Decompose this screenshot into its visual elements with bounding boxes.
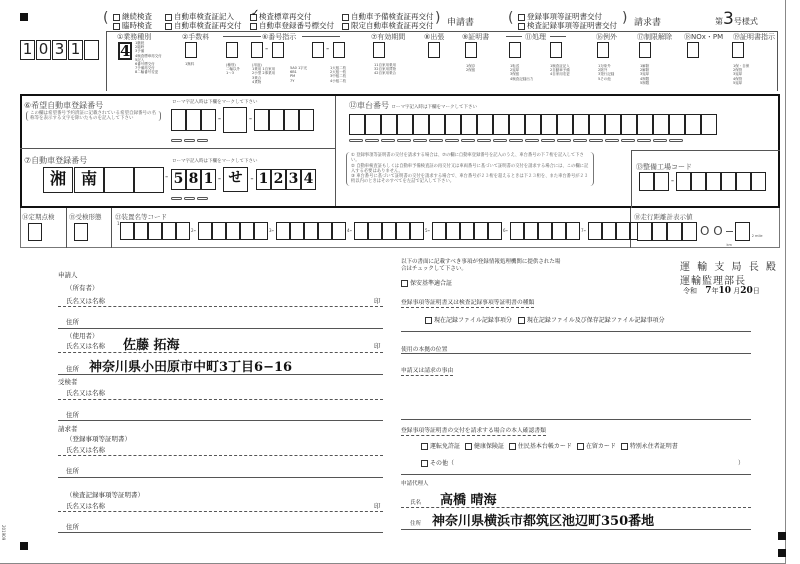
plate-serial-cell[interactable]: 2 xyxy=(271,169,286,190)
id-doc-residence-card[interactable]: 在留カード xyxy=(577,443,616,450)
reason-label: 申請又は請求の事由 xyxy=(401,365,453,376)
desired-plate-cell[interactable] xyxy=(254,109,269,131)
plate-serial-cell[interactable]: 3 xyxy=(286,169,301,190)
user-seal: 印 xyxy=(374,342,381,350)
maintenance-code-label: ⑬整備工場コード xyxy=(636,163,692,171)
option-inspection-record-cert[interactable]: 検査記録事項等証明書交付 xyxy=(518,21,617,30)
device-code-cell[interactable] xyxy=(602,222,616,240)
desired-plate-cell[interactable] xyxy=(186,109,201,131)
cert-instruction-label: ⑲証明書指示 xyxy=(733,33,775,41)
chassis-cell[interactable] xyxy=(397,114,413,135)
examinee-title: 受検者 xyxy=(58,378,78,386)
owner-label: （所有者） xyxy=(66,284,99,292)
registration-mark xyxy=(778,549,786,557)
desired-plate-cell[interactable] xyxy=(284,109,299,131)
device-code-cell[interactable] xyxy=(396,222,410,240)
option-temporary-inspection[interactable]: 臨時検査 xyxy=(113,21,152,30)
device-code-cell[interactable] xyxy=(410,222,424,240)
chassis-cell[interactable] xyxy=(701,114,717,135)
validity-field[interactable] xyxy=(373,42,385,58)
option-continuous-inspection[interactable]: 継続検査 xyxy=(113,12,152,21)
dispatch-field[interactable] xyxy=(428,42,440,58)
chassis-cell[interactable] xyxy=(541,114,557,135)
paren-close: ) xyxy=(435,10,441,26)
plate-romaji-marks xyxy=(171,194,210,202)
agent-address-value[interactable]: 神奈川県横浜市都筑区池辺町350番地 xyxy=(432,514,655,529)
id-doc-drivers-license[interactable]: 運転免許証 xyxy=(421,443,460,450)
desired-plate-cell[interactable] xyxy=(201,109,216,131)
owner-name-label: 氏名又は名称 xyxy=(66,297,105,305)
device-code-cell[interactable] xyxy=(566,222,580,240)
device-code-cell[interactable] xyxy=(134,222,148,240)
requester-insp-name-label: 氏名又は名称 xyxy=(66,502,105,510)
processing-notes-b: 1検査証記入 2自動車予備 4自家用変更 xyxy=(550,64,570,77)
business-type-label: ①業務種別 xyxy=(117,33,152,41)
chassis-cell[interactable] xyxy=(669,114,685,135)
user-name-line xyxy=(58,352,383,353)
paren-close: ) xyxy=(622,10,628,26)
chassis-cell[interactable] xyxy=(573,114,589,135)
desired-plate-romaji-marks xyxy=(171,136,210,144)
plate-serial-cell[interactable]: 1 xyxy=(256,169,271,190)
plate-serial-cell[interactable]: 4 xyxy=(301,169,316,190)
chassis-cell[interactable] xyxy=(621,114,637,135)
form-number-digit[interactable]: 1 xyxy=(68,40,83,60)
restriction-field[interactable] xyxy=(639,42,651,58)
device-code-cell[interactable] xyxy=(212,222,226,240)
device-code-cell[interactable] xyxy=(524,222,538,240)
application-types-left xyxy=(113,12,152,30)
desired-plate-note: この欄は希望番号予約済証に記載されている希望自録番号の名称等を表示する文字を除いたものを記入して下さい xyxy=(26,111,161,121)
chassis-cell[interactable] xyxy=(605,114,621,135)
number-instruction-notes-a: (種別) 二輪以外 1〜3 xyxy=(226,63,240,76)
fee-notes: 1無料 xyxy=(185,62,195,66)
certificate-field[interactable] xyxy=(465,42,477,58)
requester-insp-name-line[interactable] xyxy=(58,511,383,512)
user-address-line xyxy=(58,374,383,375)
chassis-cell[interactable] xyxy=(509,114,525,135)
examinee-address-label: 住所 xyxy=(66,411,79,419)
chassis-cell[interactable] xyxy=(589,114,605,135)
odometer-unit-cell[interactable] xyxy=(735,222,750,241)
odometer-unit-mile: 2 mile xyxy=(751,234,763,238)
requester-reg-name-line[interactable] xyxy=(58,455,383,456)
chassis-cell[interactable] xyxy=(525,114,541,135)
device-code-cell[interactable] xyxy=(446,222,460,240)
number-instruction-label: ⑥番号指示 xyxy=(262,33,297,41)
device-code-cell[interactable] xyxy=(176,222,190,240)
device-code-cell[interactable] xyxy=(432,222,446,240)
option-preliminary-reissue[interactable]: 自動車予備検査証再交付 xyxy=(342,12,434,21)
agent-title: 申請代理人 xyxy=(401,481,429,487)
chassis-romaji-marks xyxy=(349,139,685,142)
owner-name-line[interactable] xyxy=(58,306,383,307)
odometer-unit-km: km xyxy=(726,231,733,258)
requester-insp-address-line[interactable] xyxy=(58,532,383,533)
chassis-label: ⑫車台番号 ローマ字記入時は下欄をマークして下さい xyxy=(349,101,478,110)
device-code-cell[interactable] xyxy=(354,222,368,240)
registration-mark xyxy=(20,542,28,550)
maintenance-code-cell[interactable] xyxy=(721,172,736,191)
option-registration-cert[interactable]: 登録事項等証明書交付 xyxy=(518,12,617,21)
chassis-notes: ① 登録事項等証明書の交付を請求する場合は、⑦の欄に自動車登録番号を記入のうえ、車台番号の下７桁を記入して下さい。 ② 自動車検査証もしくは自動車予備検査証の再交付又は車両番号に基づいて証明書の交付を請求する場合には、この欄に記入する必要はありません。 ③ 車台番号に基づいて証明書の交付を請求する場合で、車台番号が２３桁を超えるときは下２３桁を、また車台番号が２３桁以内のときはそのすべてを左詰で記入して下さい。 xyxy=(346,152,594,186)
device-code-cell[interactable] xyxy=(552,222,566,240)
plate-label: ⑦自動車登録番号 xyxy=(24,156,88,165)
device-code-cell[interactable] xyxy=(226,222,240,240)
chassis-cell[interactable] xyxy=(365,114,381,135)
plate-class-cell[interactable]: 8 xyxy=(186,169,201,190)
form-number xyxy=(20,40,99,60)
number-instruction-field-3[interactable] xyxy=(272,42,284,58)
maintenance-code-cell[interactable] xyxy=(736,172,751,191)
device-code-cell[interactable] xyxy=(488,222,502,240)
exception-field[interactable] xyxy=(597,42,609,58)
request-label: 請求書 xyxy=(634,18,662,28)
cert-type-options xyxy=(425,315,665,324)
device-code-cell[interactable] xyxy=(304,222,318,240)
inspection-form-label: ⑮受検形態 xyxy=(69,213,102,221)
device-code-cell[interactable] xyxy=(538,222,552,240)
addressee-2: 運輸監理部長 xyxy=(680,276,746,287)
maintenance-code-cell[interactable] xyxy=(691,172,706,191)
requester-seal: 印 xyxy=(374,502,381,510)
option-limited-reissue[interactable]: 限定自動車検査証再交付 xyxy=(342,21,434,30)
exception-notes: 1対象外 2除外 3発行記録 5その他 xyxy=(598,64,615,81)
id-doc-health-insurance[interactable]: 健康保険証 xyxy=(465,443,504,450)
application-types-right xyxy=(342,12,434,30)
application-date: 令和 7年10 月20日 xyxy=(683,286,760,296)
id-docs-options xyxy=(421,441,678,450)
chassis-cell[interactable] xyxy=(381,114,397,135)
plate-region-cell[interactable] xyxy=(134,167,164,193)
application-types-mid2 xyxy=(250,7,334,30)
option-sticker-reissue[interactable]: ✓ 検査標章再交付 xyxy=(251,7,312,21)
plate-region-cell[interactable] xyxy=(104,167,134,193)
safety-cert-option[interactable]: 保安基準適合証 xyxy=(401,278,452,287)
agent-address-label: 住所 xyxy=(410,521,422,527)
processing-field-2[interactable] xyxy=(550,42,562,58)
plate-kana-cell[interactable]: せ xyxy=(223,167,248,192)
device-code-cell[interactable] xyxy=(162,222,176,240)
number-instruction-field-1[interactable] xyxy=(226,42,238,58)
device-code-fields: $^{12}$- $^3$- $^4$- $^5$- $^6$- $^7$- xyxy=(117,222,658,240)
id-doc-resident-card[interactable]: 住民基本台帳カード xyxy=(509,443,572,450)
device-code-cell[interactable] xyxy=(254,222,268,240)
checkmark-icon: ✓ xyxy=(251,7,260,19)
desired-plate-fields: - - xyxy=(171,109,314,133)
device-code-cell[interactable] xyxy=(382,222,396,240)
chassis-cell[interactable] xyxy=(349,114,365,135)
agent-name-label: 氏名 xyxy=(410,500,422,506)
chassis-cell[interactable] xyxy=(653,114,669,135)
business-type-notes: 1継続 2臨時 3予備 4検査標章再交付 5記入 6番号標交付 7予備再交付 8二輪番号変更 xyxy=(135,41,162,75)
agent-name-value[interactable]: 高橋 晴海 xyxy=(440,493,497,508)
requester-title: 請求者 xyxy=(58,425,78,433)
maintenance-code-cell[interactable] xyxy=(751,172,766,191)
periodic-inspection-label: ⑭定期点検 xyxy=(22,213,55,221)
odometer-cell[interactable] xyxy=(637,222,652,241)
desired-plate-cell[interactable] xyxy=(171,109,186,131)
registration-mark xyxy=(20,13,28,21)
plate-class-cell[interactable]: 5 xyxy=(171,169,186,190)
option-plate-issue[interactable]: 自動車登録番号標交付 xyxy=(250,21,334,30)
maintenance-code-cell[interactable] xyxy=(639,172,654,191)
plate-fields xyxy=(43,167,164,193)
processing-field-1[interactable] xyxy=(509,42,521,58)
device-code-cell[interactable] xyxy=(460,222,474,240)
form-number-digit[interactable]: 0 xyxy=(36,40,51,60)
number-instruction-field-2[interactable] xyxy=(251,42,263,58)
form-number-digit[interactable]: 1 xyxy=(20,40,35,60)
desired-plate-label: ⑥希望自動車登録番号 xyxy=(24,101,104,110)
odometer-cell[interactable] xyxy=(667,222,682,241)
certificate-label: ⑨証明書 xyxy=(462,33,490,41)
request-types xyxy=(518,12,617,30)
option-cert-entry[interactable]: 自動車検査証記入 xyxy=(165,12,242,21)
maintenance-code-cell[interactable] xyxy=(706,172,721,191)
device-code-cell[interactable] xyxy=(290,222,304,240)
restriction-label: ⑰制限解除 xyxy=(637,33,672,41)
user-name-label: 氏名又は名称 xyxy=(66,342,105,350)
application-types-mid xyxy=(165,12,242,30)
desired-plate-cell[interactable] xyxy=(269,109,284,131)
business-type-field[interactable]: 4 xyxy=(120,42,131,60)
plate-region-cell[interactable]: 南 xyxy=(74,167,104,193)
plate-class-cell[interactable]: 1 xyxy=(201,169,216,190)
cert-type-title: 登録事項等証明書又は検査記録事項等証明書の種類 xyxy=(401,297,534,308)
odometer-cell[interactable] xyxy=(682,222,697,241)
owner-seal: 印 xyxy=(374,297,381,305)
nox-pm-field[interactable] xyxy=(687,42,699,58)
fee-field[interactable] xyxy=(185,42,197,58)
chassis-cell[interactable] xyxy=(477,114,493,135)
cert-type-current-and-saved[interactable]: 現在記録ファイル及び保存記録ファイル記録事項分 xyxy=(518,317,665,324)
device-code-cell[interactable] xyxy=(318,222,332,240)
number-instruction-field-5[interactable] xyxy=(333,42,345,58)
maintenance-code-fields: - xyxy=(639,172,766,191)
form-number-digit[interactable]: 3 xyxy=(52,40,67,60)
reason-line[interactable] xyxy=(401,419,751,420)
owner-address-label: 住所 xyxy=(66,318,79,326)
chassis-cell[interactable] xyxy=(413,114,429,135)
number-instruction-notes-c: 5A0 1字光 6B1 PM 7Y xyxy=(290,66,308,83)
option-cert-reissue[interactable]: 自動車検査証再交付 xyxy=(165,21,242,30)
periodic-inspection-field[interactable] xyxy=(28,223,42,241)
plate-class-number: 5 8 1 - せ - 1 2 3 4 xyxy=(171,169,316,192)
exception-label: ⑯例外 xyxy=(596,33,617,41)
user-address-value[interactable]: 神奈川県小田原市中町3丁目6−16 xyxy=(89,360,293,375)
odometer-fields xyxy=(637,222,763,258)
maintenance-code-cell[interactable] xyxy=(676,172,691,191)
base-location-line[interactable] xyxy=(401,353,751,354)
date-year[interactable]: 7 xyxy=(705,286,712,296)
processing-notes-a: 1転送 2返却 3保留 4検査記録出力 xyxy=(510,64,534,81)
user-address-label: 住所 xyxy=(66,365,79,373)
owner-address-line[interactable] xyxy=(58,328,383,329)
chassis-fields xyxy=(349,114,717,135)
desired-plate-kana-cell[interactable] xyxy=(223,107,247,133)
base-location-label: 使用の本拠の位置 xyxy=(401,347,448,353)
device-code-cell[interactable] xyxy=(148,222,162,240)
id-doc-special-permanent[interactable]: 特別永住者証明書 xyxy=(621,443,678,450)
restriction-notes: 1解除 2解除 3返却 4制限 5制限 xyxy=(640,64,650,85)
date-day[interactable]: 20 xyxy=(740,286,753,296)
requester-reg-address-label: 住所 xyxy=(66,467,79,475)
device-code-cell[interactable] xyxy=(368,222,382,240)
number-instruction-field-4[interactable] xyxy=(312,42,324,58)
validity-notes: 11自家用乗用 32自家用貨物 42自家用乗合 xyxy=(374,63,396,76)
desired-plate-cell[interactable] xyxy=(299,109,314,131)
chassis-cell[interactable] xyxy=(429,114,445,135)
device-code-cell[interactable] xyxy=(474,222,488,240)
paren-open: ( xyxy=(103,10,109,26)
addressee-1: 運 輸 支 局 長 殿 xyxy=(680,262,778,273)
form-style: 第3号様式 xyxy=(715,9,758,29)
chassis-cell[interactable] xyxy=(493,114,509,135)
requester-reg-cert-label: （登録事項等証明書） xyxy=(66,435,131,443)
chassis-cell[interactable] xyxy=(461,114,477,135)
id-doc-other-close: ） xyxy=(738,460,745,467)
requester-insp-cert-label: （検査記録事項等証明書） xyxy=(66,491,144,499)
fee-label: ②手数料 xyxy=(182,33,210,41)
device-code-cell[interactable] xyxy=(120,222,134,240)
paren-open: ( xyxy=(508,10,514,26)
maintenance-code-cell[interactable] xyxy=(654,172,669,191)
number-instruction-notes-d: 1大板二枚 2大板一枚 3中板二枚 4小板二枚 xyxy=(330,66,347,83)
validity-label: ⑦有効期間 xyxy=(371,33,406,41)
examinee-address-line[interactable] xyxy=(58,420,383,421)
odometer-cell[interactable] xyxy=(652,222,667,241)
side-code: 201909 xyxy=(1,525,6,541)
requester-reg-address-line[interactable] xyxy=(58,477,383,478)
examinee-name-label: 氏名又は名称 xyxy=(66,389,105,397)
chassis-cell[interactable] xyxy=(557,114,573,135)
applicant-title: 申請人 xyxy=(58,271,78,279)
plate-romaji-hint: ローマ字記入時は下欄をマークして下さい xyxy=(172,159,258,164)
chassis-cell[interactable] xyxy=(685,114,701,135)
certificate-notes: 1保存 2保留 xyxy=(466,64,476,73)
device-code-cell[interactable] xyxy=(198,222,212,240)
application-label: 申請書 xyxy=(447,18,475,28)
user-label: （使用者） xyxy=(66,332,99,340)
user-name-value[interactable]: 佐藤 拓海 xyxy=(123,338,180,353)
date-month[interactable]: 10 xyxy=(718,286,732,296)
cert-instruction-notes: 1保・自保 2保管 3返却 4保管 5返却 xyxy=(733,64,750,85)
odometer-fixed-zeros: O O xyxy=(700,224,723,238)
chassis-cell[interactable] xyxy=(637,114,653,135)
odometer-label: ⑱走行距離計表示値 xyxy=(634,213,693,221)
device-code-cell[interactable] xyxy=(510,222,524,240)
examinee-name-line[interactable] xyxy=(58,399,383,400)
form-number-digit[interactable] xyxy=(84,40,99,60)
id-docs-title: 登録事項等証明書の交付を請求する場合の本人確認書類 xyxy=(401,425,546,436)
desired-plate-romaji-hint: ローマ字記入時は下欄をマークして下さい xyxy=(172,100,258,105)
device-code-label: ㉑装置名等コード xyxy=(115,213,167,221)
requester-reg-name-label: 氏名又は名称 xyxy=(66,446,105,454)
requester-insp-address-label: 住所 xyxy=(66,523,79,531)
number-instruction-notes-b: (用途) 1乗用 1自家用 2小型 2事業用 3乗合 4貨物 xyxy=(252,63,276,84)
device-code-cell[interactable] xyxy=(276,222,290,240)
id-doc-other[interactable]: その他（ xyxy=(421,458,454,467)
cert-type-current[interactable]: 現在記録ファイル記録事項分 xyxy=(425,317,512,324)
cert-instruction-field[interactable] xyxy=(732,42,744,58)
device-code-cell[interactable] xyxy=(588,222,602,240)
device-code-cell[interactable] xyxy=(616,222,630,240)
inspection-form-field[interactable] xyxy=(74,223,88,241)
plate-region-cell[interactable]: 湘 xyxy=(43,167,73,193)
device-code-cell[interactable] xyxy=(332,222,346,240)
processing-label: ⑪処理 xyxy=(525,33,546,41)
chassis-cell[interactable] xyxy=(445,114,461,135)
dispatch-label: ⑧出張 xyxy=(424,33,445,41)
device-code-cell[interactable] xyxy=(240,222,254,240)
nox-pm-label: ⑱NOx・PM xyxy=(684,33,724,41)
registration-mark xyxy=(778,532,786,540)
provided-note: 以下の書面に記載すべき事項が登録情報処理機関に提供された場合はチェックして下さい。 xyxy=(401,259,561,272)
